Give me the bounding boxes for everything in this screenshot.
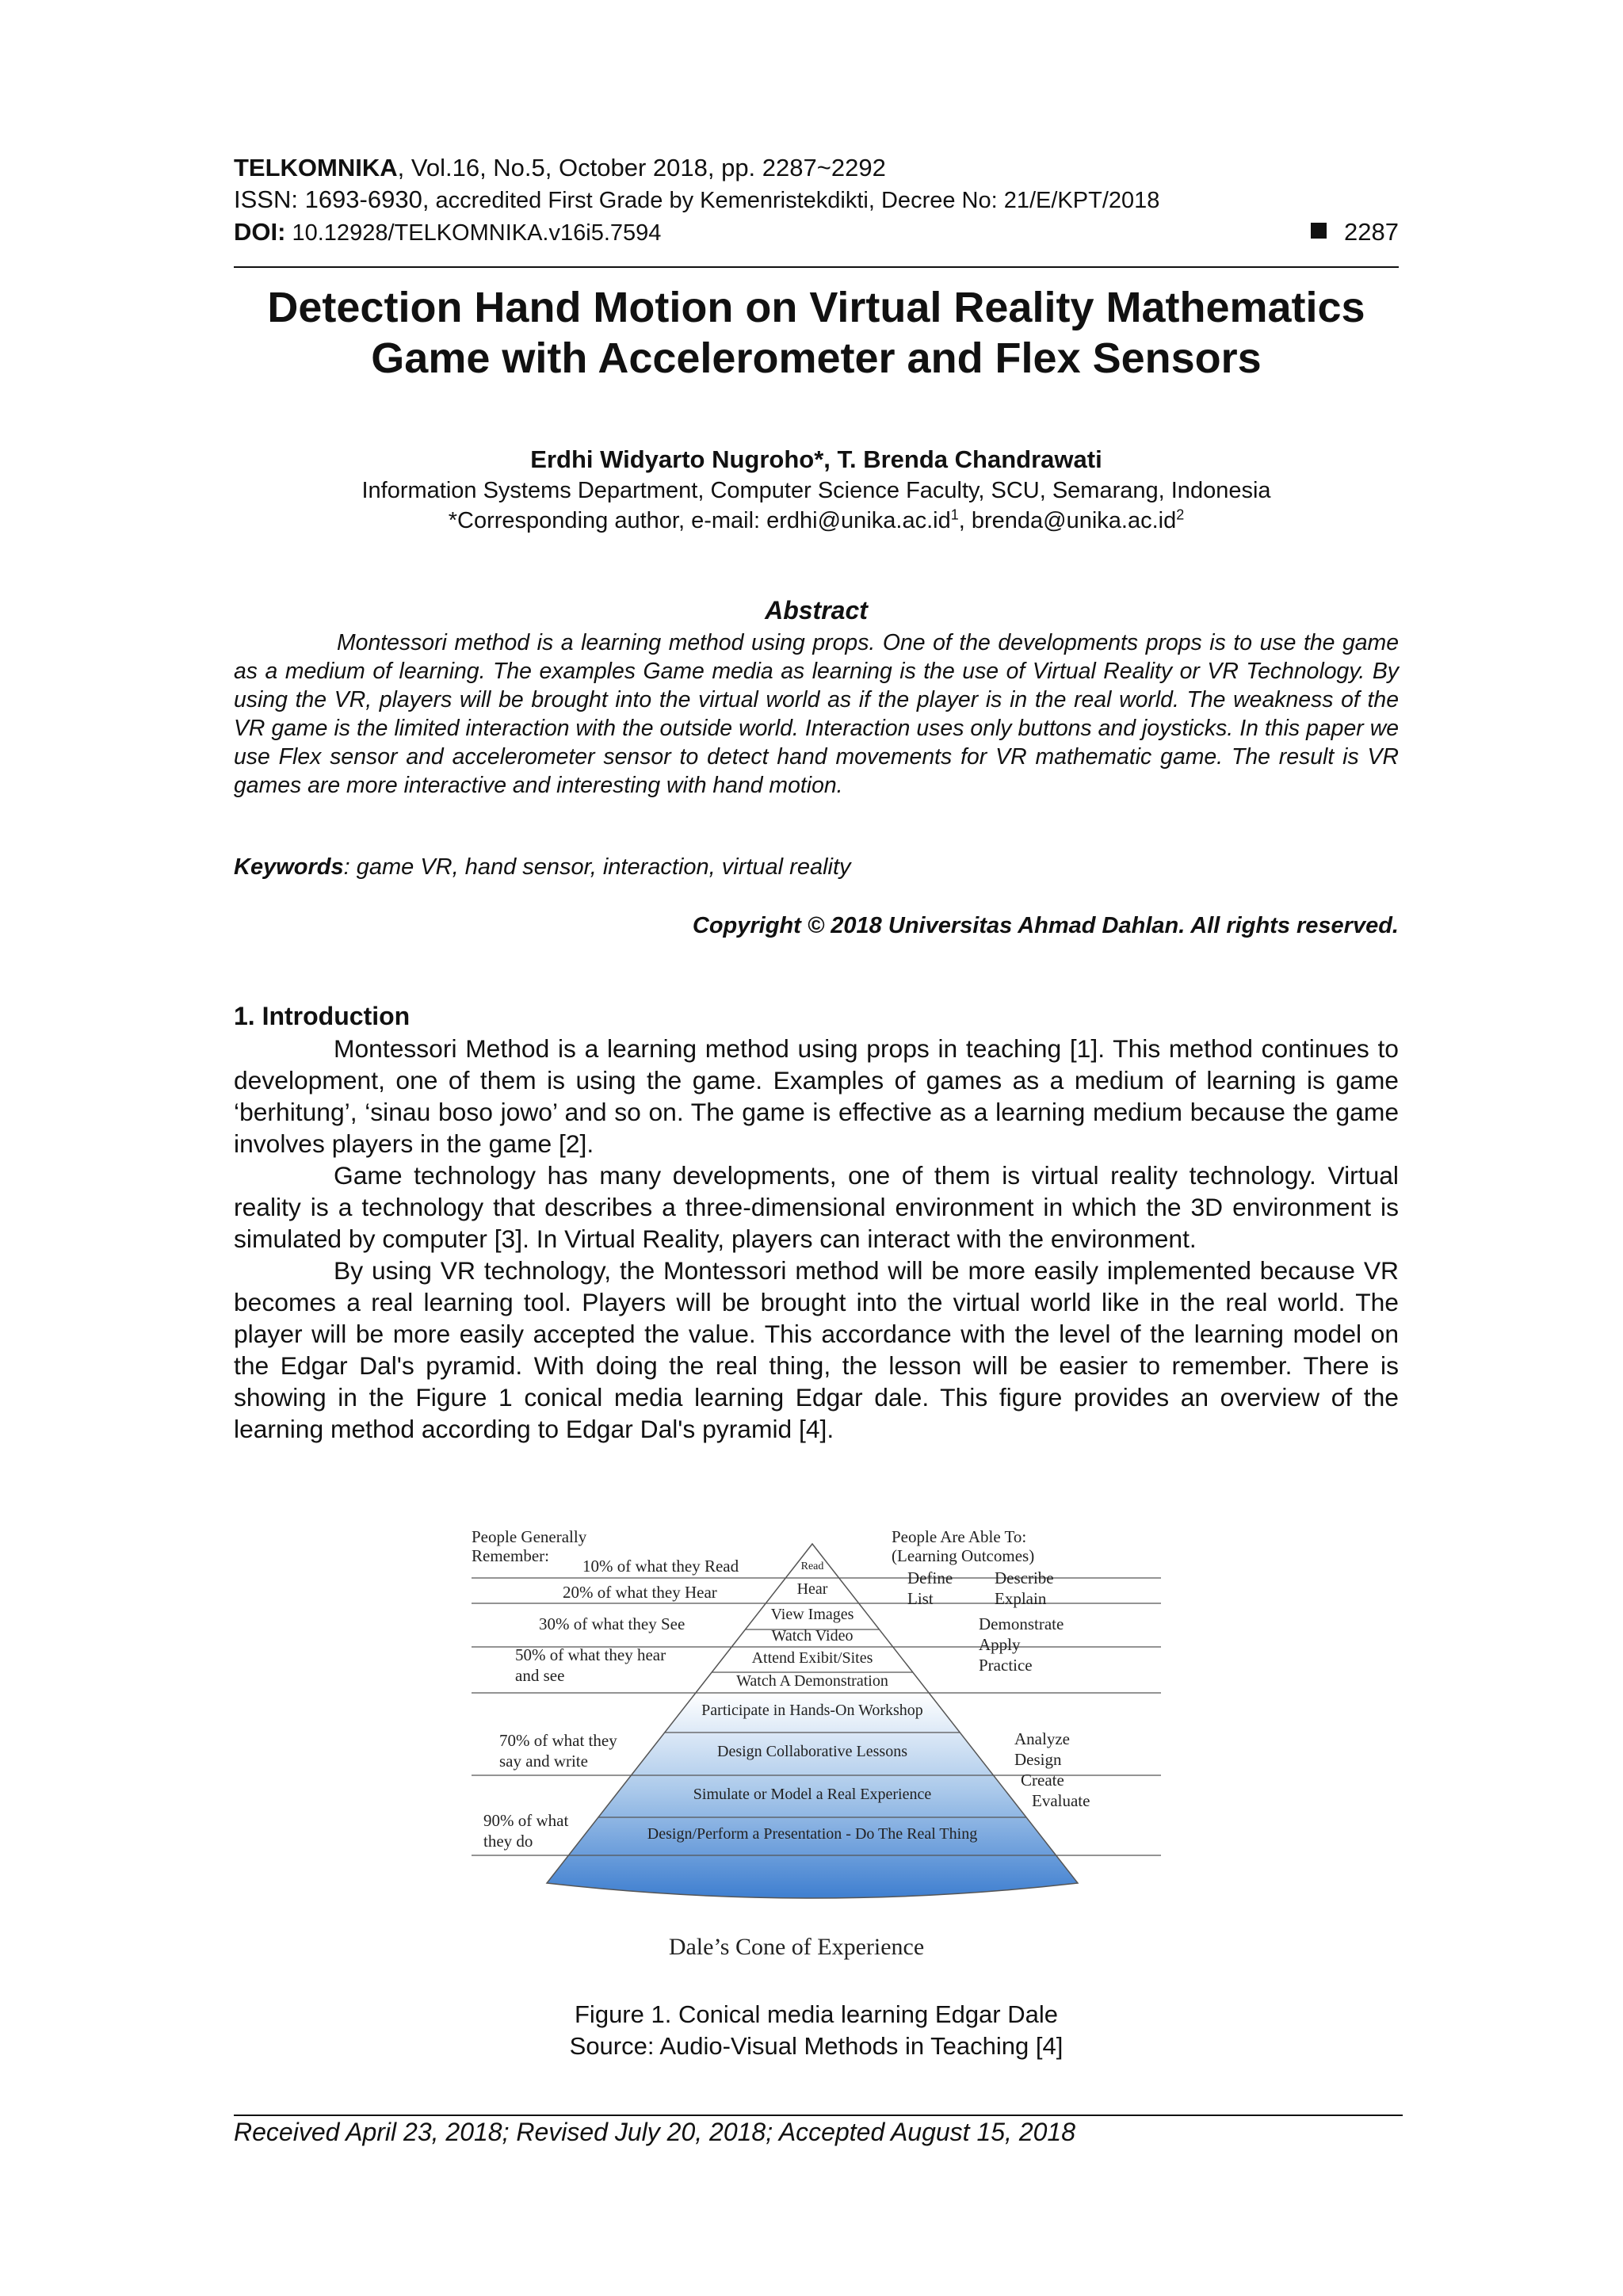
page-number-value: 2287 [1344, 218, 1399, 246]
accreditation-note: accredited First Grade by Kemenristekdikti, Decree No: 21/E/KPT/2018 [429, 188, 1160, 213]
left-column-heading: People Generally [472, 1527, 587, 1546]
retention-label: 70% of what they [499, 1731, 617, 1750]
cone-level-label: Participate in Hands-On Workshop [701, 1702, 923, 1719]
retention-label: 10% of what they Read [582, 1557, 739, 1576]
introduction-body [234, 1033, 1399, 1445]
cone-level-label: Design Collaborative Lessons [717, 1743, 907, 1760]
abstract-body [234, 628, 1399, 800]
left-column-heading: Remember: [472, 1546, 549, 1565]
cone-level-label: Read [800, 1561, 824, 1572]
issn-line [234, 184, 1399, 216]
copyright-notice: Copyright © 2018 Universitas Ahmad Dahlan. All rights reserved. [692, 913, 1399, 938]
retention-label: 20% of what they Hear [563, 1583, 717, 1602]
paragraph-text: By using VR technology, the Montessori method will be more easily implemented because VR becomes a real learning tool. Players will be brought into the virtual world like in the real world. The player will be more easily accepted the value. This accordance with the level of the learning model on the Edgar Dal's pyramid. With doing the real thing, the lesson will be easier to remember. There is showing in the Figure 1 conical media learning Edgar dale. This figure provides an overview of the learning method according to Edgar Dal's pyramid [4]. [234, 1256, 1399, 1443]
doi-line [234, 216, 1399, 249]
outcome-label: Demonstrate [979, 1614, 1064, 1633]
superscript-2: 2 [1176, 506, 1185, 523]
abstract-heading: Abstract [765, 596, 868, 625]
keywords-label: Keywords [234, 854, 344, 880]
journal-header [234, 152, 1399, 249]
paragraph [234, 1255, 1399, 1445]
retention-label: say and write [499, 1752, 588, 1771]
keywords [234, 854, 1399, 881]
paragraph-text: Montessori Method is a learning method using props in teaching [1]. This method continues to development, one of them is using the game. Examples of games as a medium of learning is game ‘berhitung’, ‘sinau boso jowo’ and so on. The game is effective as a learning medium because the game involves players in the game [2]. [234, 1034, 1399, 1158]
retention-label: and see [515, 1666, 565, 1685]
outcome-label: Apply [979, 1635, 1021, 1654]
received-dates: Received April 23, 2018; Revised July 20, 2018; Accepted August 15, 2018 [234, 2118, 1076, 2146]
paragraph [234, 1159, 1399, 1255]
affiliation: Information Systems Department, Computer Science Faculty, SCU, Semarang, Indonesia [361, 478, 1271, 503]
header-rule [234, 266, 1399, 268]
cone-level-label: Design/Perform a Presentation - Do The Real Thing [647, 1825, 978, 1843]
paper-title [190, 282, 1442, 384]
cone-level-label: Attend Exibit/Sites [751, 1649, 873, 1667]
doi-label: DOI: [234, 218, 286, 246]
cone-level-label: Hear [796, 1580, 828, 1598]
page-number [1311, 216, 1399, 248]
affiliation-block [190, 476, 1442, 536]
dales-cone-figure [472, 1520, 1161, 1988]
journal-citation [234, 152, 1399, 184]
outcome-label: Design [1014, 1750, 1062, 1769]
title-line-2: Game with Accelerometer and Flex Sensors [371, 334, 1262, 382]
caption-title: Figure 1. Conical media learning Edgar Dale [575, 2000, 1058, 2028]
cone-level-label: Watch Video [771, 1627, 854, 1645]
retention-label: 30% of what they See [539, 1614, 685, 1633]
outcome-label: Analyze [1014, 1729, 1070, 1748]
retention-label: they do [483, 1832, 533, 1851]
cone-level-label: View Images [770, 1606, 854, 1623]
correspondence-email-2: , brenda@unika.ac.id [958, 508, 1177, 533]
correspondence-email-1: *Corresponding author, e-mail: erdhi@unika.ac.id [448, 508, 951, 533]
dales-cone-diagram [472, 1520, 1161, 1988]
title-line-1: Detection Hand Motion on Virtual Reality Mathematics [267, 284, 1365, 331]
retention-label: 50% of what they hear [515, 1645, 666, 1664]
abstract-text: Montessori method is a learning method using props. One of the developments props is to use the game as a medium of learning. The examples Game media as learning is the use of Virtual Reality or VR Technology. By using the VR, players will be brought into the virtual world as if the player is in the real world. The weakness of the VR game is the limited interaction with the outside world. Interaction uses only buttons and joysticks. In this paper we use Flex sensor and accelerometer sensor to detect hand movements for VR mathematic game. The result is VR games are more interactive and interesting with hand motion. [234, 630, 1399, 798]
paragraph-text: Game technology has many developments, one of them is virtual reality technology. Virtual reality is a technology that describes a three-dimensional environment in which the 3D environment is simulated by computer [3]. In Virtual Reality, players can interact with the environment. [234, 1161, 1399, 1253]
cone-title: Dale’s Cone of Experience [668, 1934, 925, 1960]
square-bullet-icon [1311, 223, 1327, 239]
doi-value: 10.12928/TELKOMNIKA.v16i5.7594 [285, 220, 662, 246]
outcome-label: Explain [995, 1589, 1047, 1608]
caption-source: Source: Audio-Visual Methods in Teaching [4] [569, 2032, 1064, 2060]
footer-rule [234, 2115, 1403, 2116]
retention-label: 90% of what [483, 1811, 569, 1830]
issn-label: ISSN: 1693-6930, [234, 185, 430, 213]
right-column-heading: (Learning Outcomes) [892, 1546, 1035, 1565]
cone-level-label: Simulate or Model a Real Experience [693, 1786, 932, 1803]
keywords-value: : game VR, hand sensor, interaction, virtual reality [343, 854, 851, 880]
outcome-label: List [907, 1589, 934, 1608]
cone-level-label: Watch A Demonstration [736, 1672, 888, 1690]
right-column-heading: People Are Able To: [892, 1527, 1027, 1546]
paragraph [234, 1033, 1399, 1159]
figure-caption [190, 1999, 1442, 2062]
journal-name: TELKOMNIKA [234, 154, 398, 181]
outcome-label: Describe [995, 1568, 1054, 1587]
section-heading-introduction: 1. Introduction [234, 1002, 411, 1030]
superscript-1: 1 [950, 506, 959, 523]
outcome-label: Define [907, 1568, 953, 1587]
journal-volume-pages: , Vol.16, No.5, October 2018, pp. 2287~2292 [397, 154, 886, 181]
outcome-label: Evaluate [1032, 1791, 1090, 1810]
author-list: Erdhi Widyarto Nugroho*, T. Brenda Chandrawati [530, 445, 1102, 473]
outcome-label: Create [1021, 1771, 1064, 1790]
outcome-label: Practice [979, 1656, 1033, 1675]
correspondence [190, 506, 1442, 536]
